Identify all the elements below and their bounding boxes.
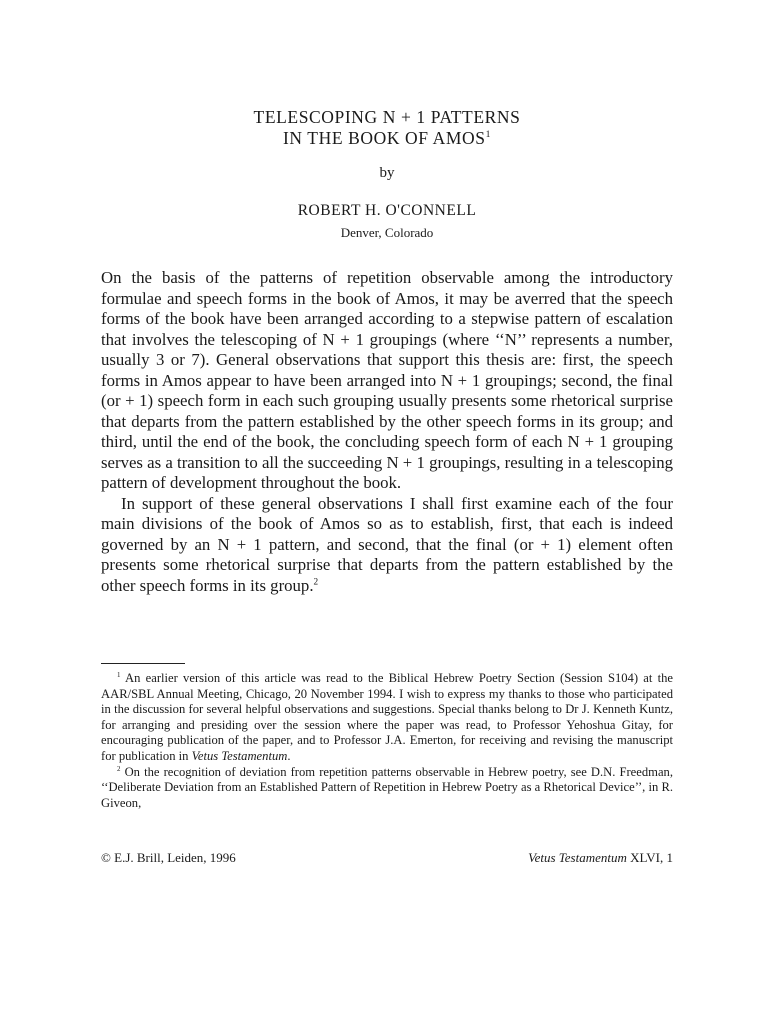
footnote-1-text: An earlier version of this article was read to the Biblical Hebrew Poetry Section (Session S104) at the AAR/SBL Annual Meeting, Chicago, 20 November 1994. I wish to express my thanks to those who participated in the discussion for several helpful observations and suggestions. Special thanks belong to Dr J. Kenneth Kuntz, for arranging and presiding over the session where the paper was read, to Professor Yehoshua Gitay, for encouraging publication of the paper, and to Professor J.A. Emerton, for receiving and revising the manuscript for publication in	[101, 671, 673, 763]
paragraph-2-footnote-marker[interactable]: 2	[313, 575, 319, 586]
footnote-divider	[101, 663, 185, 664]
byline-by: by	[379, 165, 395, 181]
footnote-1	[101, 671, 673, 765]
body-paragraph-2	[101, 494, 673, 597]
publisher-line: © E.J. Brill, Leiden, 1996	[101, 850, 236, 865]
footnote-2-marker: 2	[117, 765, 121, 773]
author-name: ROBERT H. O'CONNELL	[297, 202, 477, 219]
article-body	[101, 268, 673, 596]
footnote-1-end: .	[287, 748, 291, 763]
footnote-1-journal: Vetus Testamentum	[191, 748, 288, 763]
journal-name: Vetus Testamentum	[528, 850, 627, 865]
footnote-2-text: On the recognition of deviation from repetition patterns observable in Hebrew poetry, see D.N. Freedman, ‘‘Deliberate Deviation from an Established Pattern of Repetition in Hebrew Poetry as a Rhetorical Device’’, in R. Giveon,	[101, 764, 673, 810]
footnote-2	[101, 765, 673, 812]
author-location: Denver, Colorado	[340, 225, 434, 240]
body-paragraph-2-text: In support of these general observations I shall first examine each of the four main divisions of the book of Amos so as to establish, first, that each is indeed governed by an N + 1 pattern, and second, that the final (or + 1) element often presents some rhetorical surprise that departs from the pattern established by the other speech forms in its group.	[101, 493, 673, 595]
body-paragraph-1: On the basis of the patterns of repetition observable among the introductory formulae and speech forms in the book of Amos, it may be averred that the speech forms of the book have been arranged according to a stepwise pattern of escalation that involves the telescoping of N + 1 groupings (where ‘‘N’’ represents a number, usually 3 or 7). General observations that support this thesis are: first, the speech forms in Amos appear to have been arranged into N + 1 groupings; second, the final (or + 1) speech form in each such grouping usually presents some rhetorical surprise that departs from the pattern established by the other speech forms in its group; and third, until the end of the book, the concluding speech form of each N + 1 grouping serves as a transition to all the succeeding N + 1 groupings, resulting in a telescoping pattern of development throughout the book.	[101, 268, 673, 492]
page-footer	[101, 850, 673, 866]
footnote-1-marker: 1	[117, 671, 121, 679]
title-line-1: TELESCOPING N + 1 PATTERNS	[253, 107, 521, 127]
article-title	[101, 107, 673, 149]
journal-volume: XLVI, 1	[626, 850, 673, 865]
footnotes	[101, 671, 673, 811]
title-line-2	[101, 128, 673, 149]
journal-citation	[528, 850, 673, 866]
title-line-2-text: IN THE BOOK OF AMOS	[282, 128, 486, 148]
page	[101, 0, 673, 1024]
title-footnote-marker[interactable]: 1	[485, 129, 492, 141]
